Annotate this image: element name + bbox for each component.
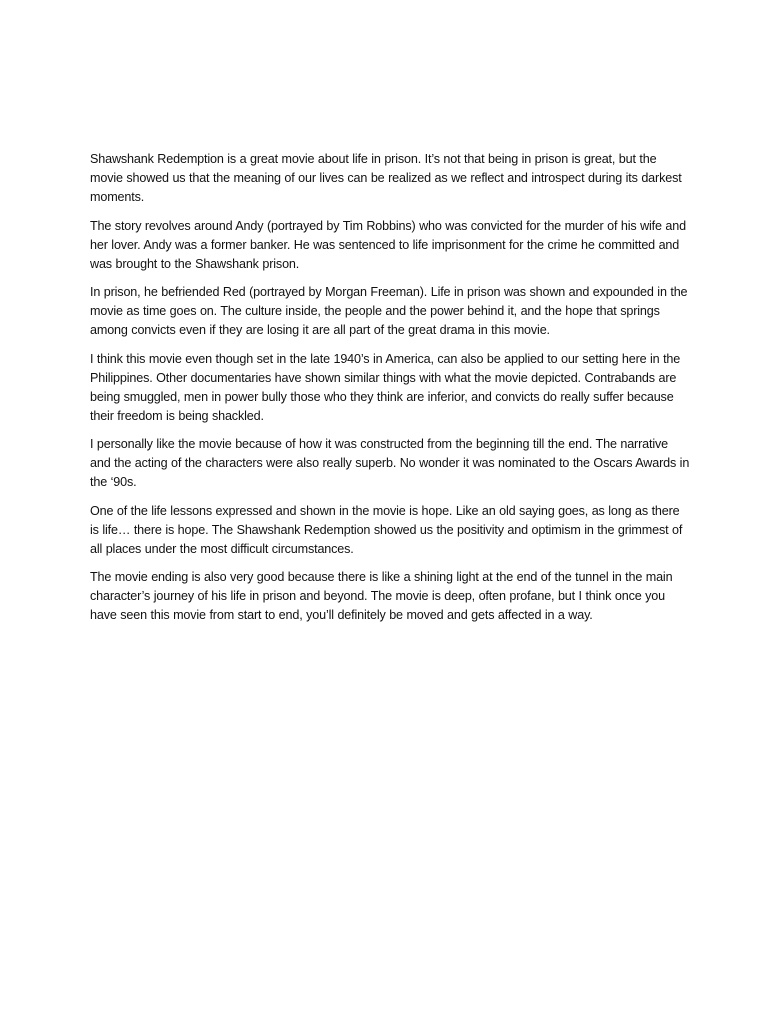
essay-body <box>90 150 690 635</box>
paragraph-5: I personally like the movie because of how it was constructed from the beginning till the end. The narrative and the acting of the characters were also really superb. No wonder it was nominated to the Oscars Awards in the ‘90s. <box>90 437 690 489</box>
paragraph-4: I think this movie even though set in the late 1940’s in America, can also be applied to our setting here in the Philippines. Other documentaries have shown similar things with what the movie depicted. Contrabands are being smuggled, men in power bully those who they think are inferior, and convicts do really suffer because their freedom is being shackled. <box>90 351 681 423</box>
paragraph-1: Shawshank Redemption is a great movie about life in prison. It’s not that being in prison is great, but the movie showed us that the meaning of our lives can be realized as we reflect and introspect during its darkest moments. <box>90 152 682 204</box>
paragraph-7: The movie ending is also very good because there is like a shining light at the end of the tunnel in the main character’s journey of his life in prison and beyond. The movie is deep, often profane, but I think once you have seen this movie from start to end, you’ll definitely be moved and gets affected in a way. <box>90 570 673 622</box>
paragraph-3: In prison, he befriended Red (portrayed by Morgan Freeman). Life in prison was shown and expounded in the movie as time goes on. The culture inside, the people and the power behind it, and the hope that springs among convicts even if they are losing it are all part of the great drama in this movie. <box>90 285 688 337</box>
paragraph-6: One of the life lessons expressed and shown in the movie is hope. Like an old saying goes, as long as there is life… there is hope. The Shawshank Redemption showed us the positivity and optimism in the grimmest of all places under the most difficult circumstances. <box>90 503 683 556</box>
paragraph-2: The story revolves around Andy (portrayed by Tim Robbins) who was convicted for the murder of his wife and her lover. Andy was a former banker. He was sentenced to life imprisonment for the crime he committed and was brought to the Shawshank prison. <box>90 218 686 271</box>
